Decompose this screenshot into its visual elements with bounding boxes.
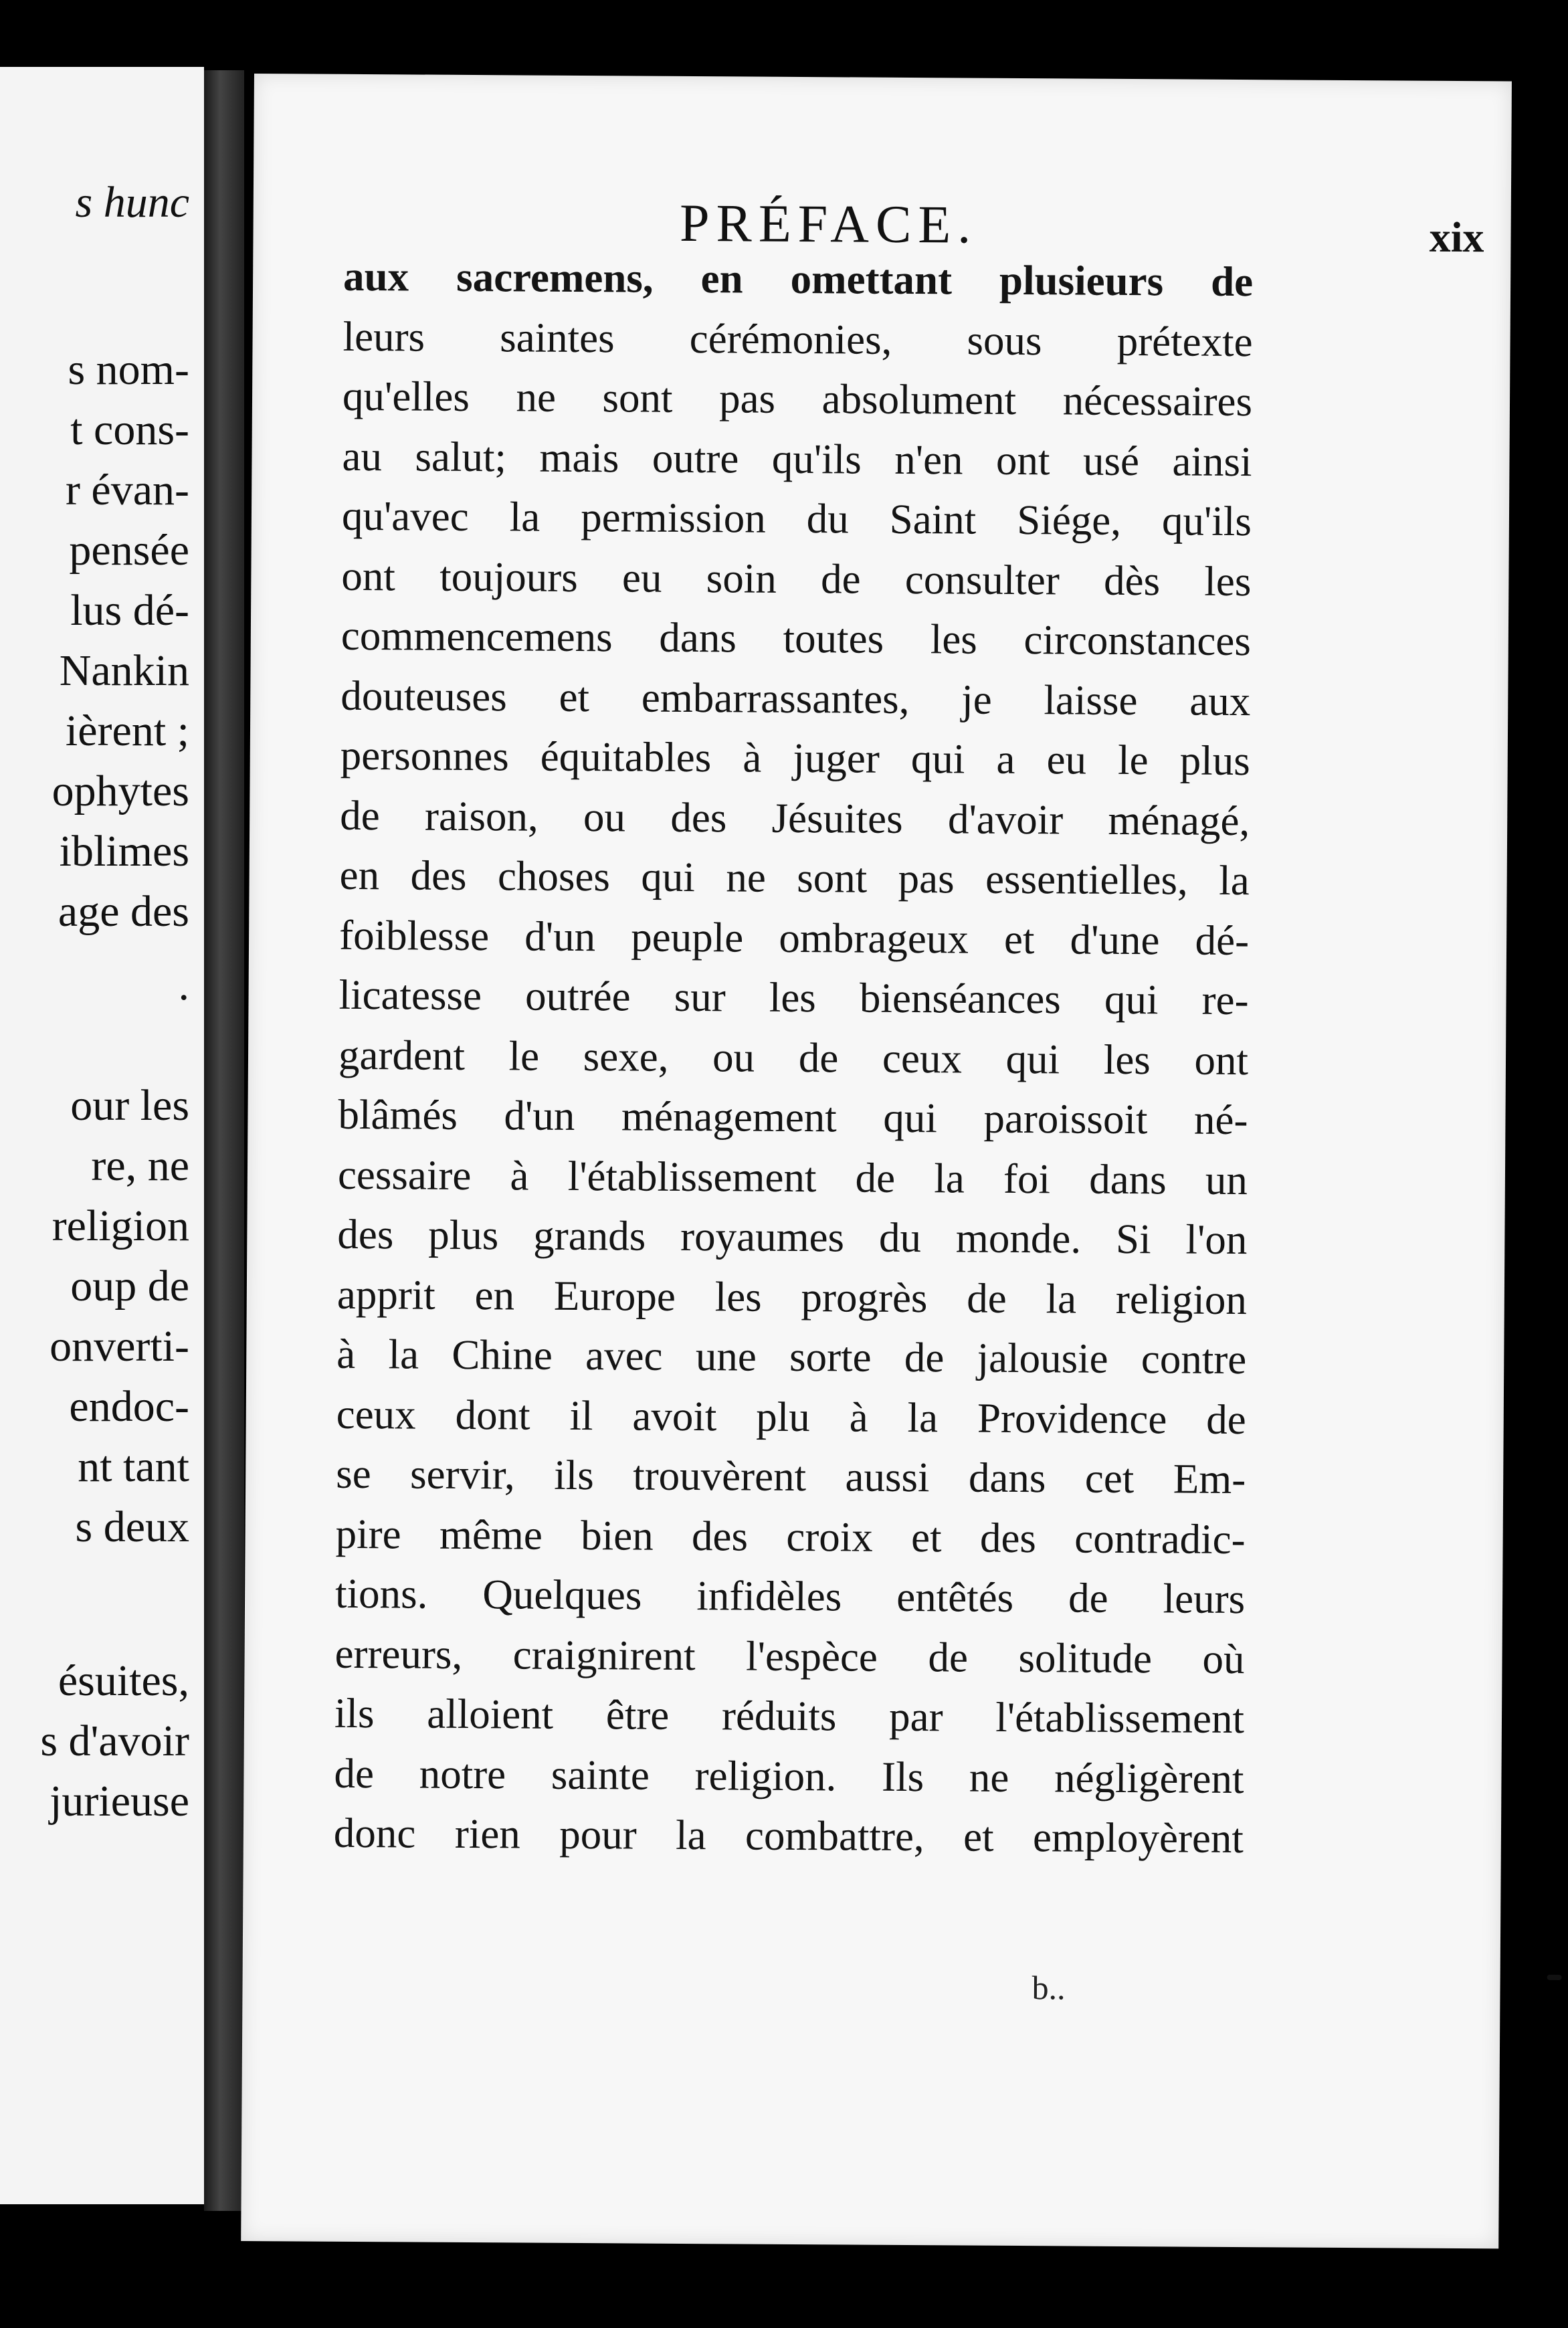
- text-line: qu'avec la permission du Saint Siége, qu'ils: [341, 492, 1252, 545]
- left-page-line: ophytes: [52, 767, 189, 815]
- text-line: se servir, ils trouvèrent aussi dans cet Em-: [336, 1450, 1246, 1503]
- left-page-line: .: [178, 961, 189, 1009]
- text-line: aux sacremens, en omettant plusieurs de: [342, 252, 1254, 306]
- left-page-line: ésuites,: [58, 1656, 189, 1705]
- left-page-line: t cons-: [70, 405, 189, 454]
- left-page-fragment: [0, 67, 204, 2204]
- left-page-line: religion: [52, 1201, 189, 1250]
- signature-mark: b..: [1032, 1969, 1066, 2007]
- left-page-line: age des: [58, 887, 189, 936]
- text-line: donc rien pour la combattre, et employèrent: [333, 1809, 1244, 1862]
- text-line: ceux dont il avoit plu à la Providence de: [336, 1390, 1246, 1443]
- text-line: leurs saintes cérémonies, sous prétexte: [342, 312, 1253, 365]
- ink-speck: [1547, 1975, 1562, 1980]
- text-line: des plus grands royaumes du monde. Si l'on: [337, 1210, 1248, 1264]
- text-line: au salut; mais outre qu'ils n'en ont usé ainsi: [342, 432, 1252, 485]
- left-page-line: iblimes: [59, 827, 189, 876]
- text-line: blâmés d'un ménagement qui paroissoit né-: [338, 1090, 1248, 1144]
- left-page-line: r évan-: [65, 466, 189, 514]
- left-page-line: lus dé-: [70, 586, 189, 635]
- text-line: commencemens dans toutes les circonstances: [340, 611, 1252, 665]
- left-page-line: s d'avoir: [40, 1717, 189, 1765]
- text-line: de notre sainte religion. Ils ne négligèrent: [334, 1749, 1244, 1802]
- left-page-line: re, ne: [91, 1141, 189, 1190]
- text-line: apprit en Europe les progrès de la religion: [336, 1270, 1248, 1323]
- left-page-line: jurieuse: [50, 1777, 189, 1826]
- text-line: pire même bien des croix et des contradic-: [335, 1510, 1246, 1563]
- text-line: qu'elles ne sont pas absolument nécessaires: [342, 372, 1253, 425]
- left-page-line: oup de: [70, 1262, 189, 1311]
- left-page-line: nt tant: [78, 1442, 189, 1491]
- text-line: ils alloient être réduits par l'établissement: [334, 1689, 1245, 1743]
- left-page-line: s nom-: [68, 345, 189, 394]
- text-line: ont toujours eu soin de consulter dès les: [341, 552, 1252, 605]
- left-page-line: ièrent ;: [65, 706, 189, 755]
- running-title: PRÉFACE.: [679, 193, 978, 255]
- text-line: à la Chine avec une sorte de jalousie contre: [336, 1330, 1247, 1383]
- text-line: erreurs, craignirent l'espèce de solitude où: [334, 1630, 1245, 1682]
- left-page-line: pensée: [69, 526, 189, 575]
- main-page: [241, 74, 1512, 2248]
- left-page-line: s deux: [75, 1502, 189, 1551]
- text-line: de raison, ou des Jésuites d'avoir ménagé,: [340, 791, 1250, 844]
- left-page-line: Nankin: [59, 646, 189, 695]
- body-text: [334, 247, 1254, 1869]
- text-line: foiblesse d'un peuple ombrageux et d'une dé-: [338, 911, 1250, 964]
- left-page-line: our les: [70, 1081, 189, 1130]
- left-page-line: onverti-: [50, 1322, 189, 1371]
- page-number: xix: [1429, 213, 1484, 262]
- text-line: cessaire à l'établissement de la foi dans un: [337, 1151, 1248, 1203]
- text-line: tions. Quelques infidèles entêtés de leurs: [334, 1569, 1246, 1623]
- book-gutter: [204, 70, 244, 2211]
- text-line: en des choses qui ne sont pas essentielles, la: [339, 851, 1250, 904]
- text-line: douteuses et embarrassantes, je laisse aux: [340, 672, 1251, 724]
- text-line: licatesse outrée sur les bienséances qui re-: [338, 971, 1249, 1024]
- text-line: personnes équitables à juger qui a eu le plus: [340, 731, 1250, 785]
- text-line: gardent le sexe, ou de ceux qui les ont: [338, 1031, 1249, 1084]
- left-page-line: s hunc: [75, 178, 189, 227]
- left-page-line: endoc-: [69, 1382, 189, 1431]
